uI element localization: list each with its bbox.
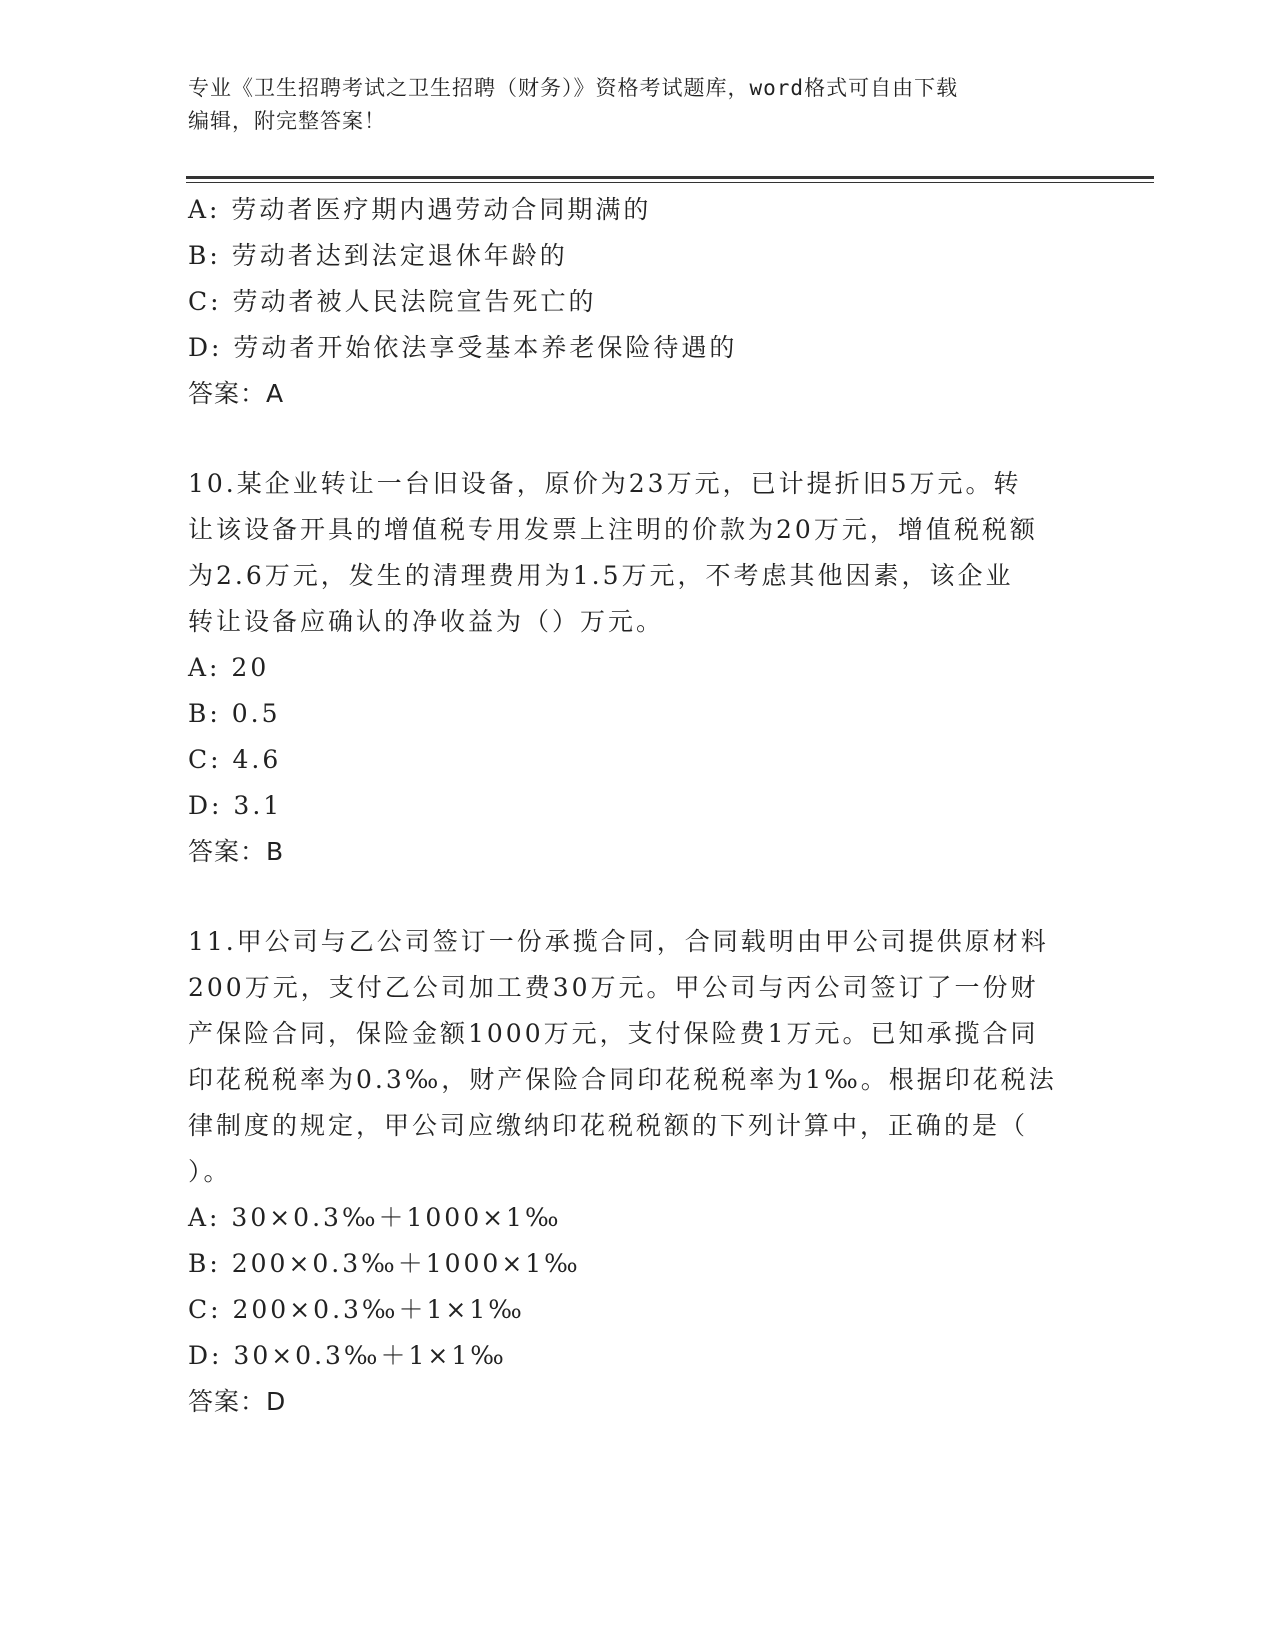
option-d: D: 30×0.3‰＋1×1‰ — [188, 1341, 507, 1370]
option-d: D: 劳动者开始依法享受基本养老保险待遇的 — [188, 333, 738, 362]
option-a: A: 20 — [188, 653, 270, 682]
question-text-line: 10.某企业转让一台旧设备，原价为23万元，已计提折旧5万元。转 — [188, 469, 1022, 498]
option-c: C: 200×0.3‰＋1×1‰ — [188, 1295, 525, 1324]
option-c: C: 4.6 — [188, 745, 282, 774]
option-b: B: 200×0.3‰＋1000×1‰ — [188, 1249, 581, 1278]
option-d: D: 3.1 — [188, 791, 283, 820]
document-body — [188, 187, 1088, 1425]
document-header — [188, 72, 1088, 138]
question-block-9 — [188, 187, 1088, 417]
question-text-line: 印花税税率为0.3‰，财产保险合同印花税税率为1‰。根据印花税法 — [188, 1065, 1057, 1094]
option-a: A: 30×0.3‰＋1000×1‰ — [188, 1203, 562, 1232]
question-text-line: 11.甲公司与乙公司签订一份承揽合同，合同载明由甲公司提供原材料 — [188, 927, 1049, 956]
question-text-line: 让该设备开具的增值税专用发票上注明的价款为20万元，增值税税额 — [188, 515, 1038, 544]
question-text-line: 为2.6万元，发生的清理费用为1.5万元，不考虑其他因素，该企业 — [188, 561, 1014, 590]
option-b: B: 劳动者达到法定退休年龄的 — [188, 241, 568, 270]
question-text-line: 200万元，支付乙公司加工费30万元。甲公司与丙公司签订了一份财 — [188, 973, 1039, 1002]
question-text-line: 转让设备应确认的净收益为（）万元。 — [188, 607, 665, 636]
question-text-line: ）。 — [188, 1157, 232, 1186]
answer-line: 答案：B — [188, 837, 285, 866]
answer-line: 答案：D — [188, 1387, 287, 1416]
question-block-10 — [188, 461, 1088, 875]
header-divider-thick — [186, 176, 1154, 179]
header-line-1: 专业《卫生招聘考试之卫生招聘（财务）》资格考试题库，word格式可自由下载 — [188, 76, 959, 100]
header-divider-thin — [186, 182, 1154, 183]
question-text-line: 产保险合同，保险金额1000万元，支付保险费1万元。已知承揽合同 — [188, 1019, 1039, 1048]
answer-line: 答案：A — [188, 379, 285, 408]
option-c: C: 劳动者被人民法院宣告死亡的 — [188, 287, 597, 316]
question-text-line: 律制度的规定，甲公司应缴纳印花税税额的下列计算中，正确的是（ — [188, 1111, 1029, 1140]
option-a: A: 劳动者医疗期内遇劳动合同期满的 — [188, 195, 652, 224]
option-b: B: 0.5 — [188, 699, 281, 728]
header-line-2: 编辑，附完整答案！ — [188, 109, 386, 133]
question-block-11 — [188, 919, 1088, 1425]
